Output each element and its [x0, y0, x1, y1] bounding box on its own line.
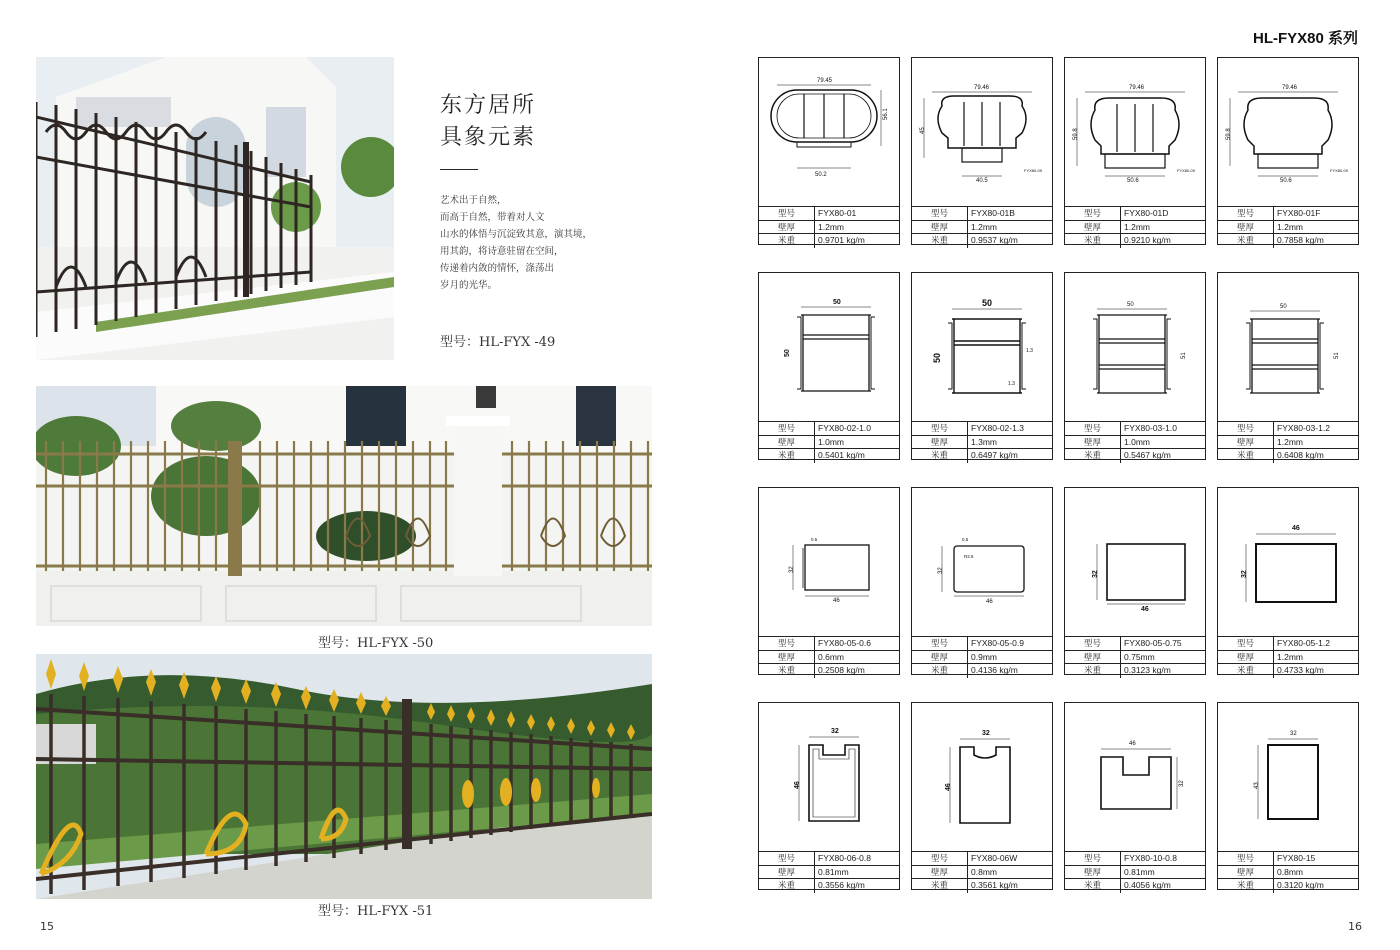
dim-label: 46	[794, 781, 801, 789]
thickness-value: 1.0mm	[1124, 436, 1150, 447]
spec-table	[1218, 636, 1358, 678]
weight-label: 米重	[1065, 234, 1121, 248]
weight-value: 0.6497 kg/m	[971, 450, 1018, 461]
series-title: HL-FYX80 系列	[1252, 30, 1358, 47]
model-label: 型号	[1065, 207, 1121, 220]
model-value: FYX80-03-1.2	[1277, 423, 1330, 433]
weight-value: 0.4056 kg/m	[1124, 880, 1171, 891]
model-label: 型号	[1218, 207, 1274, 220]
dim-label: 32	[1241, 570, 1248, 578]
profile-card-fyx80-05-0.6	[758, 487, 900, 675]
weight-value: 0.7858 kg/m	[1277, 235, 1324, 246]
weight-value: 0.4136 kg/m	[971, 665, 1018, 676]
dim-label: FYX80-09	[1177, 168, 1196, 173]
section-heading	[440, 90, 536, 154]
weight-label: 米重	[1065, 449, 1121, 463]
intro-line: 用其韵，将诗意驻留在空间，	[440, 246, 564, 257]
dim-label: 46	[833, 598, 840, 604]
thickness-label: 壁厚	[1218, 866, 1274, 879]
thickness-value: 1.2mm	[971, 221, 997, 232]
profile-diagram	[759, 273, 899, 421]
model-value: FYX80-06-0.8	[818, 853, 871, 863]
weight-label: 米重	[912, 234, 968, 248]
fence-photo-hl-fyx-49	[36, 57, 394, 360]
profile-diagram	[1218, 703, 1358, 851]
dim-label: 46	[1141, 606, 1149, 613]
dim-label: 45	[920, 127, 926, 134]
model-label: 型号	[759, 637, 815, 650]
weight-label: 米重	[759, 449, 815, 463]
weight-value: 0.5401 kg/m	[818, 450, 865, 461]
intro-line: 传递着内敛的情怀，涤荡出	[440, 263, 555, 274]
dim-label: 56.1	[883, 108, 889, 120]
profile-card-fyx80-01d	[1064, 57, 1206, 245]
dim-label: 79.46	[1129, 85, 1145, 91]
profile-diagram	[759, 488, 899, 636]
page-number-right: 16	[1348, 920, 1362, 933]
spec-table	[759, 421, 899, 463]
model-label: 型号	[1065, 852, 1121, 865]
thickness-value: 0.6mm	[818, 651, 844, 662]
model-label: 型号	[912, 207, 968, 220]
model-value: FYX80-02-1.3	[971, 423, 1024, 433]
weight-label: 米重	[1218, 879, 1274, 893]
model-label: 型号	[1218, 852, 1274, 865]
thickness-label: 壁厚	[1065, 221, 1121, 234]
thickness-label: 壁厚	[759, 221, 815, 234]
profile-diagram	[1065, 703, 1205, 851]
profile-card-fyx80-05-0.75	[1064, 487, 1206, 675]
thickness-label: 壁厚	[1218, 436, 1274, 449]
thickness-value: 0.81mm	[818, 866, 849, 877]
model-value: FYX80-03-1.0	[1124, 423, 1177, 433]
dim-label: 50.2	[815, 172, 827, 178]
spec-table	[1218, 851, 1358, 893]
weight-label: 米重	[759, 234, 815, 248]
spec-table	[759, 851, 899, 893]
thickness-label: 壁厚	[1065, 651, 1121, 664]
profile-diagram	[1065, 273, 1205, 421]
profile-card-fyx80-06-0.8	[758, 702, 900, 890]
thickness-label: 壁厚	[1065, 436, 1121, 449]
thickness-value: 1.0mm	[818, 436, 844, 447]
weight-label: 米重	[1065, 664, 1121, 678]
profile-card-fyx80-05-1.2	[1217, 487, 1359, 675]
dim-label: 50	[982, 298, 993, 308]
weight-value: 0.9537 kg/m	[971, 235, 1018, 246]
dim-label: 79.46	[974, 85, 990, 91]
model-value: FYX80-01F	[1277, 208, 1321, 218]
profile-card-fyx80-01	[758, 57, 900, 245]
model-caption: 型号：HL-FYX -49	[440, 335, 556, 350]
fence-photo-hl-fyx-50	[36, 386, 652, 626]
thickness-value: 0.8mm	[1277, 866, 1303, 877]
model-value: FYX80-01B	[971, 208, 1015, 218]
thickness-value: 1.2mm	[1277, 651, 1303, 662]
model-label: 型号	[759, 852, 815, 865]
model-label: 型号	[912, 637, 968, 650]
model-value: FYX80-01	[818, 208, 857, 218]
thickness-label: 壁厚	[912, 436, 968, 449]
thickness-label: 壁厚	[759, 651, 815, 664]
weight-value: 0.9210 kg/m	[1124, 235, 1171, 246]
dim-label: 46	[1292, 525, 1300, 532]
profile-card-fyx80-05-0.9	[911, 487, 1053, 675]
model-value: FYX80-01D	[1124, 208, 1169, 218]
dim-label: 50	[784, 349, 791, 357]
dim-label: R2.5	[964, 554, 974, 559]
spec-table	[759, 636, 899, 678]
profile-card-fyx80-01b	[911, 57, 1053, 245]
dim-label: 50.6	[1127, 178, 1139, 184]
model-label: 型号	[1218, 637, 1274, 650]
thickness-label: 壁厚	[912, 221, 968, 234]
intro-text	[440, 192, 640, 294]
model-label: 型号	[1065, 637, 1121, 650]
model-value: FYX80-06W	[971, 853, 1018, 863]
thickness-value: 1.3mm	[971, 436, 997, 447]
thickness-label: 壁厚	[759, 436, 815, 449]
dim-label: 50	[1127, 302, 1134, 308]
thickness-label: 壁厚	[1218, 651, 1274, 664]
thickness-value: 0.81mm	[1124, 866, 1155, 877]
spec-table	[1065, 851, 1205, 893]
page-number-left: 15	[40, 920, 54, 933]
profile-diagram	[1218, 273, 1358, 421]
dim-label: 79.45	[817, 78, 833, 84]
model-caption: 型号：HL-FYX -50	[318, 636, 434, 651]
dim-label: 79.46	[1282, 85, 1298, 91]
dim-label: 51	[1181, 352, 1187, 359]
profile-card-fyx80-02-1.0	[758, 272, 900, 460]
weight-value: 0.3123 kg/m	[1124, 665, 1171, 676]
dim-label: 1.3	[1008, 381, 1015, 387]
dim-label: 32	[831, 728, 839, 735]
model-label: 型号	[1065, 422, 1121, 435]
dim-label: 46	[986, 599, 993, 605]
thickness-label: 壁厚	[759, 866, 815, 879]
profile-diagram	[912, 58, 1052, 206]
spec-table	[912, 851, 1052, 893]
dim-label: 32	[1179, 780, 1185, 787]
spec-table	[1065, 421, 1205, 463]
model-label: 型号	[759, 422, 815, 435]
heading-line-1: 东方居所	[440, 93, 537, 118]
weight-value: 0.6408 kg/m	[1277, 450, 1324, 461]
weight-label: 米重	[912, 664, 968, 678]
weight-label: 米重	[1218, 234, 1274, 248]
weight-value: 0.3561 kg/m	[971, 880, 1018, 891]
intro-line: 而高于自然，带着对人文	[440, 212, 545, 223]
profile-card-fyx80-10-0.8	[1064, 702, 1206, 890]
weight-value: 0.3556 kg/m	[818, 880, 865, 891]
dim-label: 46	[945, 783, 952, 791]
dim-label: FYX80-09	[1024, 168, 1043, 173]
spec-table	[912, 206, 1052, 248]
spec-table	[912, 636, 1052, 678]
spec-table	[1065, 206, 1205, 248]
dim-label: 50	[833, 299, 841, 306]
spec-table	[1218, 206, 1358, 248]
dim-label: 32	[938, 567, 944, 574]
weight-value: 0.2508 kg/m	[818, 665, 865, 676]
profile-card-fyx80-15	[1217, 702, 1359, 890]
model-label: 型号	[759, 207, 815, 220]
profile-diagram	[1065, 58, 1205, 206]
model-value: FYX80-05-0.6	[818, 638, 871, 648]
spec-table	[1218, 421, 1358, 463]
dim-label: 1.3	[1026, 348, 1033, 354]
profile-diagram	[1218, 58, 1358, 206]
weight-value: 0.4733 kg/m	[1277, 665, 1324, 676]
thickness-value: 1.2mm	[1277, 221, 1303, 232]
profile-diagram	[759, 58, 899, 206]
weight-label: 米重	[1218, 664, 1274, 678]
profile-card-fyx80-03-1.2	[1217, 272, 1359, 460]
spec-table	[759, 206, 899, 248]
dim-label: 32	[1290, 731, 1297, 737]
profile-card-fyx80-01f	[1217, 57, 1359, 245]
dim-label: FYX80-09	[1330, 168, 1349, 173]
model-value: FYX80-05-0.75	[1124, 638, 1182, 648]
heading-line-2: 具象元素	[440, 125, 537, 150]
thickness-value: 0.8mm	[971, 866, 997, 877]
thickness-value: 1.2mm	[818, 221, 844, 232]
profile-diagram	[1218, 488, 1358, 636]
profile-diagram	[759, 703, 899, 851]
profile-card-fyx80-02-1.3	[911, 272, 1053, 460]
profile-card-fyx80-03-1.0	[1064, 272, 1206, 460]
thickness-label: 壁厚	[912, 651, 968, 664]
weight-label: 米重	[1065, 879, 1121, 893]
model-value: FYX80-05-1.2	[1277, 638, 1330, 648]
model-value: FYX80-05-0.9	[971, 638, 1024, 648]
dim-label: 0.5	[811, 537, 818, 542]
profile-diagram	[1065, 488, 1205, 636]
weight-label: 米重	[912, 879, 968, 893]
intro-line: 艺术出于自然，	[440, 195, 507, 206]
profile-diagram	[912, 703, 1052, 851]
weight-label: 米重	[912, 449, 968, 463]
dim-label: 40.5	[976, 178, 988, 184]
weight-value: 0.3120 kg/m	[1277, 880, 1324, 891]
profile-diagram	[912, 273, 1052, 421]
model-caption: 型号：HL-FYX -51	[318, 904, 434, 919]
thickness-value: 0.9mm	[971, 651, 997, 662]
dim-label: 51	[1334, 352, 1340, 359]
intro-line: 岁月的光华。	[440, 280, 498, 291]
dim-label: 50	[1280, 304, 1287, 310]
dim-label: 43	[1254, 782, 1260, 789]
model-label: 型号	[912, 422, 968, 435]
thickness-value: 0.75mm	[1124, 651, 1155, 662]
weight-label: 米重	[759, 879, 815, 893]
weight-value: 0.9701 kg/m	[818, 235, 865, 246]
thickness-label: 壁厚	[912, 866, 968, 879]
profile-diagram	[912, 488, 1052, 636]
dim-label: 59.8	[1073, 128, 1079, 140]
model-value: FYX80-02-1.0	[818, 423, 871, 433]
model-value: FYX80-15	[1277, 853, 1316, 863]
dim-label: 59.8	[1226, 128, 1232, 140]
dim-label: 32	[982, 730, 990, 737]
fence-photo-hl-fyx-51	[36, 654, 652, 899]
dim-label: 50	[932, 352, 942, 363]
spec-table	[912, 421, 1052, 463]
weight-value: 0.5467 kg/m	[1124, 450, 1171, 461]
thickness-value: 1.2mm	[1277, 436, 1303, 447]
weight-label: 米重	[759, 664, 815, 678]
thickness-label: 壁厚	[1065, 866, 1121, 879]
heading-divider	[440, 169, 478, 170]
dim-label: 50.6	[1280, 178, 1292, 184]
model-label: 型号	[1218, 422, 1274, 435]
dim-label: 46	[1129, 741, 1136, 747]
dim-label: 32	[789, 566, 795, 573]
thickness-value: 1.2mm	[1124, 221, 1150, 232]
model-value: FYX80-10-0.8	[1124, 853, 1177, 863]
profile-card-fyx80-06w	[911, 702, 1053, 890]
weight-label: 米重	[1218, 449, 1274, 463]
dim-label: 32	[1092, 570, 1099, 578]
model-label: 型号	[912, 852, 968, 865]
spec-table	[1065, 636, 1205, 678]
intro-line: 山水的体悟与沉淀致其意，演其境，	[440, 229, 593, 240]
thickness-label: 壁厚	[1218, 221, 1274, 234]
dim-label: 0.5	[962, 537, 969, 542]
